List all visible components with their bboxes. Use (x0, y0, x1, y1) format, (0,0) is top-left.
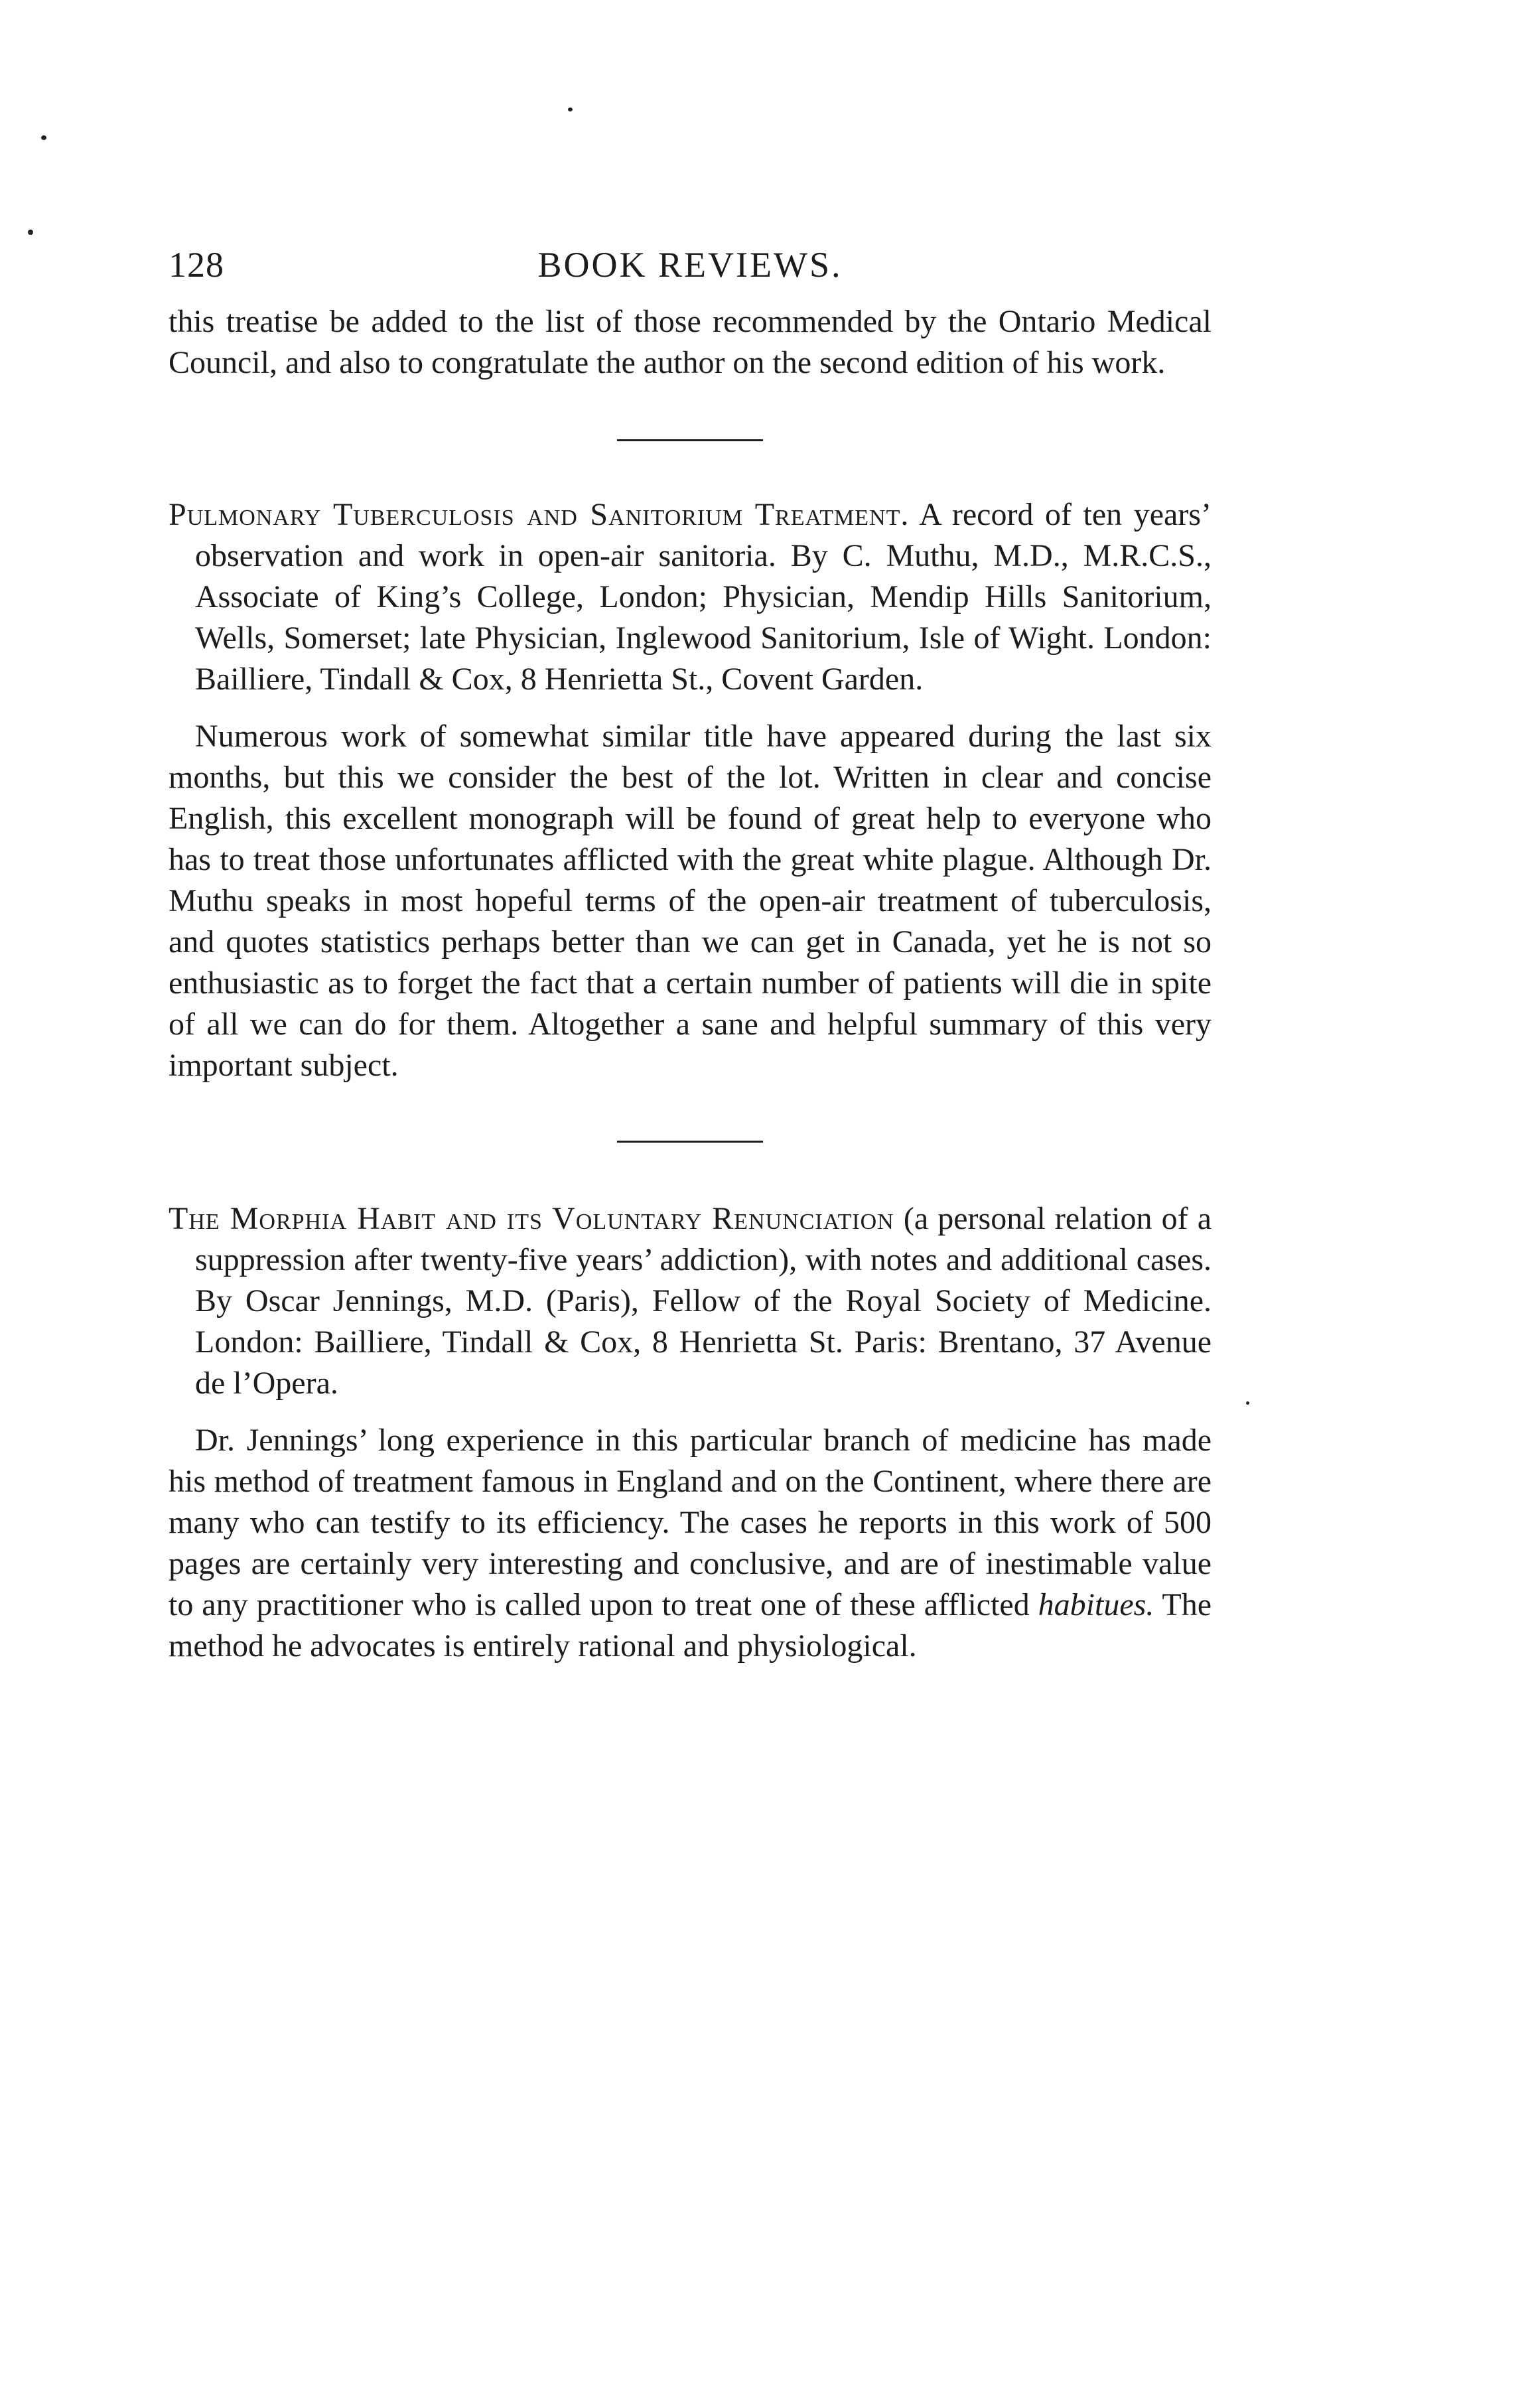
continued-paragraph: this treatise be added to the list of those recommended by the Ontario Medical Council, and also to congratulate the author on the second edition of his work. (169, 304, 1212, 380)
page-number: 128 (169, 245, 224, 285)
italic-term: habitues. (1038, 1587, 1154, 1622)
book-details: (a personal relation of a suppression after twenty-five years’ addiction), with notes and additional cases. By Oscar Jennings, M.D. (Paris), Fellow of the Royal Society of Medicine. London: Bailliere, Tindall & Cox, 8 Henrietta St. Paris: Brentano, 37 Avenue de l’Opera. (195, 1201, 1212, 1401)
review-text: The method he advocates is entirely rational and physiological. (169, 1587, 1212, 1664)
scan-speck (41, 135, 46, 140)
book-citation (169, 1198, 1212, 1404)
book-citation (169, 494, 1212, 700)
book-title: The Morphia Habit and its Voluntary Renunciation (169, 1201, 894, 1236)
running-head (169, 244, 1212, 297)
review-paragraph (169, 1420, 1212, 1667)
scan-speck (568, 107, 573, 111)
section-divider (617, 1141, 763, 1143)
review-text: Dr. Jennings’ long experience in this particular branch of medicine has made his method of treatment famous in England and on the Continent, where there are many who can testify to its efficiency. The cases he reports in this work of 500 pages are certainly very interesting and conclusive, and are of inestimable value to any practitioner who is called upon to treat one of these afflicted (169, 1423, 1212, 1622)
scan-speck (28, 230, 33, 235)
book-title: Pulmonary Tuberculosis and Sanitorium Treatment. (169, 497, 910, 532)
review-paragraph: Numerous work of somewhat similar title have appeared during the last six months, but this we consider the best of the lot. Written in clear and concise English, this excellent monograph will be found of great help to everyone who has to treat those unfortunates afflicted with the great white plague. Although Dr. Muthu speaks in most hopeful terms of the open-air treatment of tuberculosis, and quotes statistics perhaps better than we can get in Canada, yet he is not so enthusiastic as to forget the fact that a certain number of patients will die in spite of all we can do for them. Altogether a sane and helpful summary of this very important subject. (169, 719, 1212, 1083)
book-details: A record of ten years’ observation and work in open-air sanitoria. By C. Muthu, M.D., M.R.C.S., Associate of King’s College, London; Physician, Mendip Hills Sanitorium, Wells, Somerset; late Physician, Inglewood Sanitorium, Isle of Wight. London: Bailliere, Tindall & Cox, 8 Henrietta St., Covent Garden. (195, 497, 1212, 697)
section-divider (617, 439, 763, 441)
scan-speck (1246, 1401, 1249, 1405)
section-title: BOOK REVIEWS. (537, 245, 843, 285)
book-page (169, 244, 1212, 1667)
